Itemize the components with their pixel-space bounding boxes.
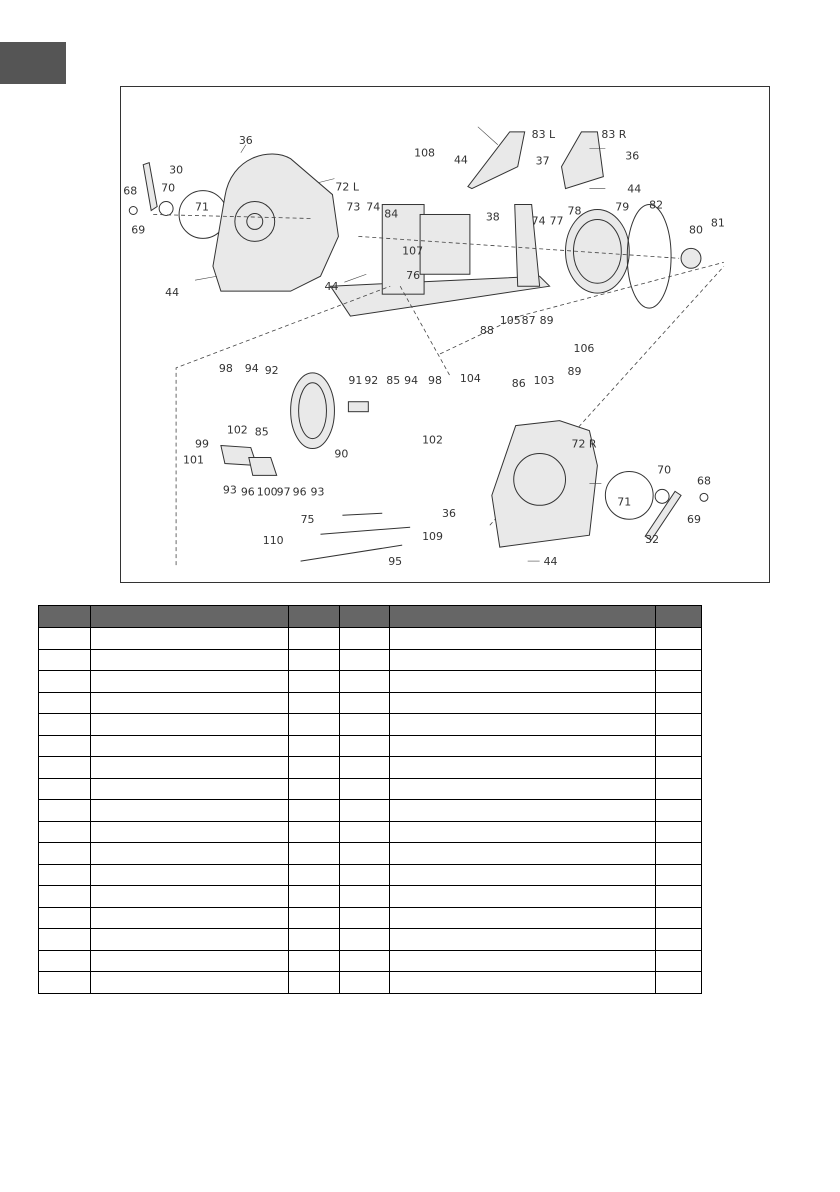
table-cell: [39, 821, 91, 843]
label-101: 101: [183, 453, 204, 467]
rod-75: [342, 513, 382, 515]
table-cell: [288, 843, 339, 865]
table-cell: [39, 800, 91, 822]
table-cell: [39, 843, 91, 865]
table-cell: [288, 972, 339, 994]
label-38: 38: [485, 210, 500, 224]
label-44: 44: [165, 286, 180, 300]
table-cell: [288, 907, 339, 929]
rod-95: [301, 545, 403, 561]
label-100: 100: [256, 485, 278, 499]
label-70: 70: [161, 181, 176, 195]
bracket-100: [249, 458, 277, 476]
table-cell: [390, 843, 656, 865]
table-cell: [90, 692, 288, 714]
table-cell: [90, 735, 288, 757]
header-cell: [339, 606, 390, 628]
label-76: 76: [406, 269, 421, 283]
table-row: [39, 714, 702, 736]
table-cell: [390, 864, 656, 886]
table-cell: [90, 843, 288, 865]
label-80: 80: [689, 223, 703, 237]
table-cell: [390, 950, 656, 972]
label-87: 87: [521, 314, 536, 328]
table-cell: [90, 628, 288, 650]
header-cell: [90, 606, 288, 628]
table-row: [39, 929, 702, 951]
table-cell: [39, 714, 91, 736]
table-cell: [39, 907, 91, 929]
table-cell: [288, 628, 339, 650]
table-cell: [390, 886, 656, 908]
table-cell: [339, 843, 390, 865]
label-32: 32: [645, 533, 660, 547]
label-103: 103: [533, 373, 555, 387]
table-cell: [390, 692, 656, 714]
label-44: 44: [453, 153, 468, 167]
label-81: 81: [710, 216, 725, 230]
right-pulley-washer: [655, 489, 669, 503]
label-36: 36: [625, 149, 640, 163]
table-cell: [656, 800, 702, 822]
label-105: 105: [499, 314, 521, 328]
table-cell: [90, 757, 288, 779]
table-cell: [339, 692, 390, 714]
table-cell: [39, 886, 91, 908]
table-row: [39, 671, 702, 693]
left-crank: [143, 163, 157, 211]
table-cell: [390, 757, 656, 779]
label-82: 82: [649, 198, 664, 212]
table-cell: [90, 714, 288, 736]
table-cell: [288, 735, 339, 757]
label-79: 79: [615, 200, 630, 214]
label-85: 85: [254, 425, 269, 439]
section-tab: [0, 42, 66, 84]
table-cell: [39, 950, 91, 972]
table-cell: [288, 800, 339, 822]
table-cell: [39, 929, 91, 951]
right-pedal-nut: [700, 493, 708, 501]
table-cell: [390, 821, 656, 843]
parts-list-table: [38, 605, 702, 994]
label-93: 93: [222, 483, 237, 497]
table-cell: [90, 929, 288, 951]
table-row: [39, 757, 702, 779]
table-cell: [656, 886, 702, 908]
table-cell: [288, 778, 339, 800]
label-92: 92: [264, 363, 279, 377]
table-cell: [339, 671, 390, 693]
label-109: 109: [422, 530, 443, 544]
table-cell: [339, 864, 390, 886]
label-30: 30: [169, 163, 184, 177]
label-94: 94: [404, 373, 419, 387]
table-cell: [90, 864, 288, 886]
label-106: 106: [573, 341, 595, 355]
cover-83R: [562, 132, 604, 189]
table-cell: [39, 972, 91, 994]
table-row: [39, 778, 702, 800]
label-75: 75: [300, 513, 315, 527]
label-96: 96: [240, 485, 255, 499]
header-cell: [390, 606, 656, 628]
label-102: 102: [422, 433, 443, 447]
table-cell: [288, 821, 339, 843]
table-cell: [656, 628, 702, 650]
label-70: 70: [657, 463, 672, 477]
label-72R: 72 R: [571, 437, 597, 451]
table-cell: [656, 821, 702, 843]
label-44: 44: [627, 182, 642, 196]
table-cell: [656, 714, 702, 736]
table-cell: [656, 843, 702, 865]
label-86: 86: [511, 376, 526, 390]
table-cell: [39, 692, 91, 714]
table-cell: [90, 950, 288, 972]
table-cell: [339, 757, 390, 779]
header-cell: [288, 606, 339, 628]
table-cell: [339, 950, 390, 972]
label-84: 84: [384, 207, 399, 221]
label-94: 94: [244, 361, 259, 375]
table-cell: [390, 778, 656, 800]
table-row: [39, 843, 702, 865]
table-cell: [339, 649, 390, 671]
table-cell: [288, 692, 339, 714]
exploded-parts-diagram: [120, 86, 770, 583]
label-99: 99: [195, 437, 209, 451]
label-98: 98: [428, 373, 442, 387]
table-cell: [390, 628, 656, 650]
table-cell: [390, 907, 656, 929]
table-cell: [656, 950, 702, 972]
table-cell: [656, 778, 702, 800]
table-cell: [656, 671, 702, 693]
table-cell: [339, 714, 390, 736]
label-91: 91: [348, 373, 363, 387]
table-cell: [339, 800, 390, 822]
label-89: 89: [539, 314, 554, 328]
label-44: 44: [324, 280, 339, 294]
table-cell: [90, 972, 288, 994]
table-header-row: [39, 606, 702, 628]
table-cell: [339, 972, 390, 994]
table-row: [39, 692, 702, 714]
label-93: 93: [310, 485, 325, 499]
table-cell: [39, 864, 91, 886]
label-72L: 72 L: [335, 180, 359, 194]
table-cell: [288, 950, 339, 972]
left-pedal-nut: [129, 207, 137, 215]
table-cell: [390, 929, 656, 951]
table-row: [39, 649, 702, 671]
left-cover-72L: [213, 154, 339, 294]
table-row: [39, 886, 702, 908]
label-71: 71: [617, 495, 632, 509]
label-37: 37: [535, 154, 550, 168]
label-78: 78: [567, 204, 582, 218]
table-cell: [339, 735, 390, 757]
table-cell: [390, 800, 656, 822]
label-102: 102: [226, 423, 248, 437]
table-cell: [288, 757, 339, 779]
label-89: 89: [567, 364, 582, 378]
header-cell: [656, 606, 702, 628]
table-cell: [656, 735, 702, 757]
table-cell: [90, 886, 288, 908]
table-cell: [339, 821, 390, 843]
label-96: 96: [292, 485, 307, 499]
table-cell: [339, 907, 390, 929]
table-cell: [339, 929, 390, 951]
label-88: 88: [479, 324, 494, 338]
table-row: [39, 907, 702, 929]
table-cell: [288, 929, 339, 951]
table-cell: [39, 671, 91, 693]
label-108: 108: [414, 146, 436, 160]
label-83L: 83 L: [531, 127, 556, 141]
label-73: 73: [346, 200, 361, 214]
label-68: 68: [123, 184, 138, 198]
pulley-80: [681, 248, 701, 268]
table-row: [39, 800, 702, 822]
label-98: 98: [218, 361, 233, 375]
label-74: 74: [366, 200, 381, 214]
axle-91: [348, 402, 368, 412]
table-cell: [90, 821, 288, 843]
table-row: [39, 628, 702, 650]
table-cell: [90, 649, 288, 671]
table-cell: [288, 714, 339, 736]
table-cell: [390, 671, 656, 693]
table-cell: [39, 757, 91, 779]
table-cell: [339, 628, 390, 650]
table-cell: [90, 778, 288, 800]
label-36: 36: [442, 507, 456, 521]
table-cell: [288, 671, 339, 693]
table-cell: [39, 735, 91, 757]
table-row: [39, 821, 702, 843]
table-cell: [390, 649, 656, 671]
table-cell: [390, 735, 656, 757]
label-95: 95: [388, 555, 403, 569]
label-36: 36: [238, 133, 253, 147]
table-cell: [339, 778, 390, 800]
label-77: 77: [549, 214, 564, 228]
cover-83L: [468, 132, 525, 189]
table-cell: [288, 886, 339, 908]
table-cell: [656, 972, 702, 994]
table-cell: [656, 649, 702, 671]
table-cell: [90, 671, 288, 693]
table-cell: [90, 800, 288, 822]
label-44: 44: [543, 555, 558, 569]
wheel-90: [291, 373, 335, 449]
table-cell: [90, 907, 288, 929]
table-cell: [656, 907, 702, 929]
table-cell: [39, 778, 91, 800]
table-cell: [656, 692, 702, 714]
label-71: 71: [195, 200, 209, 214]
table-cell: [39, 649, 91, 671]
table-cell: [390, 972, 656, 994]
table-cell: [390, 714, 656, 736]
table-cell: [339, 886, 390, 908]
label-107: 107: [402, 244, 424, 258]
header-cell: [39, 606, 91, 628]
table-row: [39, 972, 702, 994]
label-97: 97: [276, 485, 291, 499]
table-cell: [656, 757, 702, 779]
left-pulley-washer: [159, 202, 173, 216]
table-cell: [656, 929, 702, 951]
rod-109: [321, 527, 411, 534]
diagram-svg: [121, 87, 769, 582]
table-cell: [288, 649, 339, 671]
label-68: 68: [696, 474, 711, 488]
table-cell: [39, 628, 91, 650]
table-cell: [288, 864, 339, 886]
label-85: 85: [386, 373, 401, 387]
label-69: 69: [131, 223, 146, 237]
label-69: 69: [687, 513, 701, 527]
label-104: 104: [459, 371, 481, 385]
label-83R: 83 R: [601, 127, 627, 141]
label-110: 110: [262, 534, 284, 548]
table-row: [39, 950, 702, 972]
table-row: [39, 864, 702, 886]
label-90: 90: [334, 447, 349, 461]
table-row: [39, 735, 702, 757]
label-92: 92: [364, 373, 379, 387]
label-74: 74: [531, 214, 546, 228]
belt-82: [627, 205, 671, 309]
table-cell: [656, 864, 702, 886]
